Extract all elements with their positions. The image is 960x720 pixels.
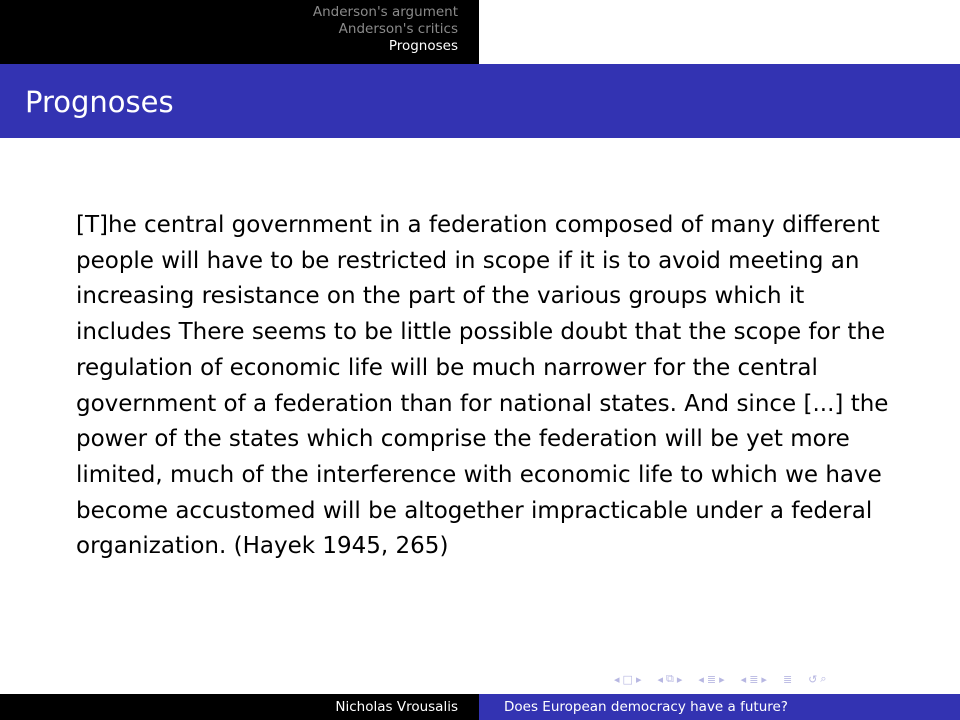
- section-list: [313, 4, 458, 55]
- section-link-andersons-argument[interactable]: Anderson's argument: [312, 4, 458, 20]
- page-title: Prognoses: [25, 85, 174, 119]
- nav-prev-frame-icon[interactable]: ◂: [614, 672, 620, 686]
- nav-section-icon[interactable]: ≣: [706, 672, 717, 686]
- nav-prev-part-icon[interactable]: ◂: [740, 672, 747, 686]
- nav-subsection-icon[interactable]: ⧉: [666, 672, 674, 685]
- nav-document-icon[interactable]: ≣: [782, 672, 793, 686]
- nav-search-icon[interactable]: ⌕: [820, 672, 827, 685]
- nav-next-part-icon[interactable]: ▸: [761, 672, 767, 686]
- footer-title-box: [479, 694, 960, 720]
- section-header: [0, 0, 960, 64]
- footer-author: Nicholas Vrousalis: [335, 699, 458, 715]
- footer-author-box: [0, 694, 479, 720]
- section-navigation: [0, 0, 479, 64]
- section-link-andersons-critics[interactable]: Anderson's critics: [338, 21, 458, 37]
- nav-prev-subsection-icon[interactable]: ◂: [657, 672, 663, 686]
- nav-back-icon[interactable]: ↺: [808, 672, 818, 686]
- quote-text: [T]he central government in a federation composed of many different people will have to be restricted in scope if it is to avoid meeting an increasing resistance on the part of the various groups which it includes There seems to be little possible doubt that the scope for the regulation of economic life will be much narrower for the central government of a federation than for national states. And since [...] the power of the states which comprise the federation will be yet more limited, much of the interference with economic life to which we have become accustomed will be altogether impracticable under a federal organization. (Hayek 1945, 265): [76, 212, 889, 560]
- nav-next-frame-icon[interactable]: ▸: [635, 672, 642, 686]
- nav-next-subsection-icon[interactable]: ▸: [676, 672, 683, 686]
- nav-frame-icon[interactable]: □: [622, 672, 633, 686]
- beamer-navigation-symbols: [614, 670, 830, 688]
- nav-prev-section-icon[interactable]: ◂: [698, 672, 704, 686]
- footer: [0, 694, 960, 720]
- footer-talk-title: Does European democracy have a future?: [504, 699, 788, 715]
- nav-part-icon[interactable]: ≣: [749, 672, 759, 686]
- frame-title-bar: [0, 64, 960, 138]
- nav-next-section-icon[interactable]: ▸: [719, 672, 725, 686]
- section-link-prognoses[interactable]: Prognoses: [388, 38, 458, 54]
